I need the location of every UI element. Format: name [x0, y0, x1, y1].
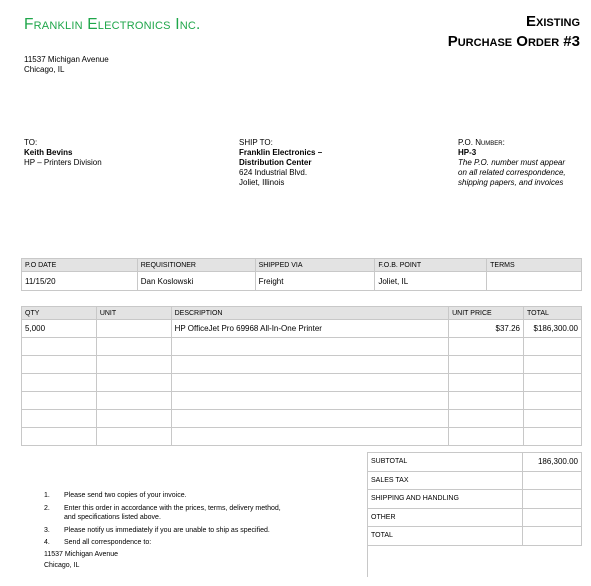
correspondence-address [44, 549, 344, 571]
header-qty: QTY [22, 307, 97, 320]
total-row [368, 527, 582, 546]
items-table [21, 306, 582, 446]
totals-table [367, 452, 582, 577]
note-number: 1. [44, 492, 50, 499]
order-info-header-row [22, 259, 582, 272]
note-text: Please notify us immediately if you are unable to ship as specified. [64, 526, 270, 534]
item-qty: 5,000 [22, 320, 97, 338]
po-note-1: The P.O. number must appear [458, 158, 566, 167]
list-item [44, 538, 344, 548]
header-description: DESCRIPTION [171, 307, 449, 320]
table-row [22, 356, 582, 374]
total-label: TOTAL [368, 527, 523, 546]
subtotal-row [368, 453, 582, 472]
table-row [22, 428, 582, 446]
note-number: 3. [44, 526, 50, 534]
header-terms: TERMS [487, 259, 582, 272]
ship-to-name-1: Franklin Electronics – [239, 148, 323, 157]
order-notes [44, 491, 344, 571]
subtotal-value: 186,300.00 [523, 453, 582, 472]
header-total: TOTAL [524, 307, 582, 320]
header-po-date: P.O DATE [22, 259, 138, 272]
other-value [523, 508, 582, 527]
company-address [24, 55, 109, 75]
item-unit [96, 320, 171, 338]
header-shipped-via: SHIPPED VIA [255, 259, 375, 272]
list-item [44, 491, 344, 501]
totals-spacer-row [368, 545, 582, 577]
ship-to-block [239, 138, 322, 188]
note-text: Please send two copies of your invoice. [64, 492, 187, 499]
list-item [44, 526, 344, 536]
to-name: Keith Bevins [24, 148, 73, 157]
shipping-value [523, 490, 582, 509]
po-number: HP-3 [458, 148, 477, 157]
order-info-values-row [22, 272, 582, 291]
table-row [22, 338, 582, 356]
order-info-table [21, 258, 582, 291]
header-unit-price: UNIT PRICE [449, 307, 524, 320]
list-item [44, 504, 344, 523]
subtotal-label: SUBTOTAL [368, 453, 523, 472]
ship-to-line-1: 624 Industrial Blvd. [239, 168, 308, 177]
value-requisitioner: Dan Koslowski [137, 272, 255, 291]
sales-tax-label: SALES TAX [368, 471, 523, 490]
company-address-line-2: Chicago, IL [24, 65, 65, 74]
items-header-row [22, 307, 582, 320]
header-unit: UNIT [96, 307, 171, 320]
header-fob-point: F.O.B. POINT [375, 259, 487, 272]
table-row [22, 410, 582, 428]
item-total: $186,300.00 [524, 320, 582, 338]
table-row [22, 374, 582, 392]
value-terms [487, 272, 582, 291]
title-line-1: Existing [525, 13, 580, 30]
po-note-2: on all related correspondence, [458, 168, 566, 177]
company-name: Franklin Electronics Inc. [24, 16, 201, 33]
po-block [458, 138, 566, 188]
header-requisitioner: REQUISITIONER [137, 259, 255, 272]
po-note-3: shipping papers, and invoices [458, 178, 564, 187]
document-title [448, 12, 580, 52]
note-number: 2. [44, 504, 50, 512]
table-row [22, 320, 582, 338]
correspondence-line-2: Chicago, IL [44, 561, 80, 569]
ship-to-label: SHIP TO: [239, 138, 273, 147]
item-unit-price: $37.26 [449, 320, 524, 338]
note-text: Send all correspondence to: [64, 539, 152, 546]
to-label: TO: [24, 138, 38, 147]
note-text: Enter this order in accordance with the prices, terms, delivery method, and specifications listed above. [64, 504, 281, 521]
other-label: OTHER [368, 508, 523, 527]
to-line-1: HP – Printers Division [24, 158, 102, 167]
value-po-date: 11/15/20 [22, 272, 138, 291]
other-row [368, 508, 582, 527]
shipping-label: SHIPPING AND HANDLING [368, 490, 523, 509]
sales-tax-row [368, 471, 582, 490]
value-fob-point: Joliet, IL [375, 272, 487, 291]
company-address-line-1: 11537 Michigan Avenue [24, 55, 109, 64]
value-shipped-via: Freight [255, 272, 375, 291]
ship-to-line-2: Joliet, Illinois [239, 178, 285, 187]
po-label: P.O. Number: [458, 138, 505, 147]
table-row [22, 392, 582, 410]
title-line-2: Purchase Order #3 [447, 33, 580, 50]
correspondence-line-1: 11537 Michigan Avenue [44, 550, 119, 558]
ship-to-name-2: Distribution Center [239, 158, 312, 167]
shipping-row [368, 490, 582, 509]
sales-tax-value [523, 471, 582, 490]
total-value [523, 527, 582, 546]
item-description: HP OfficeJet Pro 69968 All-In-One Printer [171, 320, 449, 338]
to-block [24, 138, 102, 168]
note-number: 4. [44, 539, 50, 546]
